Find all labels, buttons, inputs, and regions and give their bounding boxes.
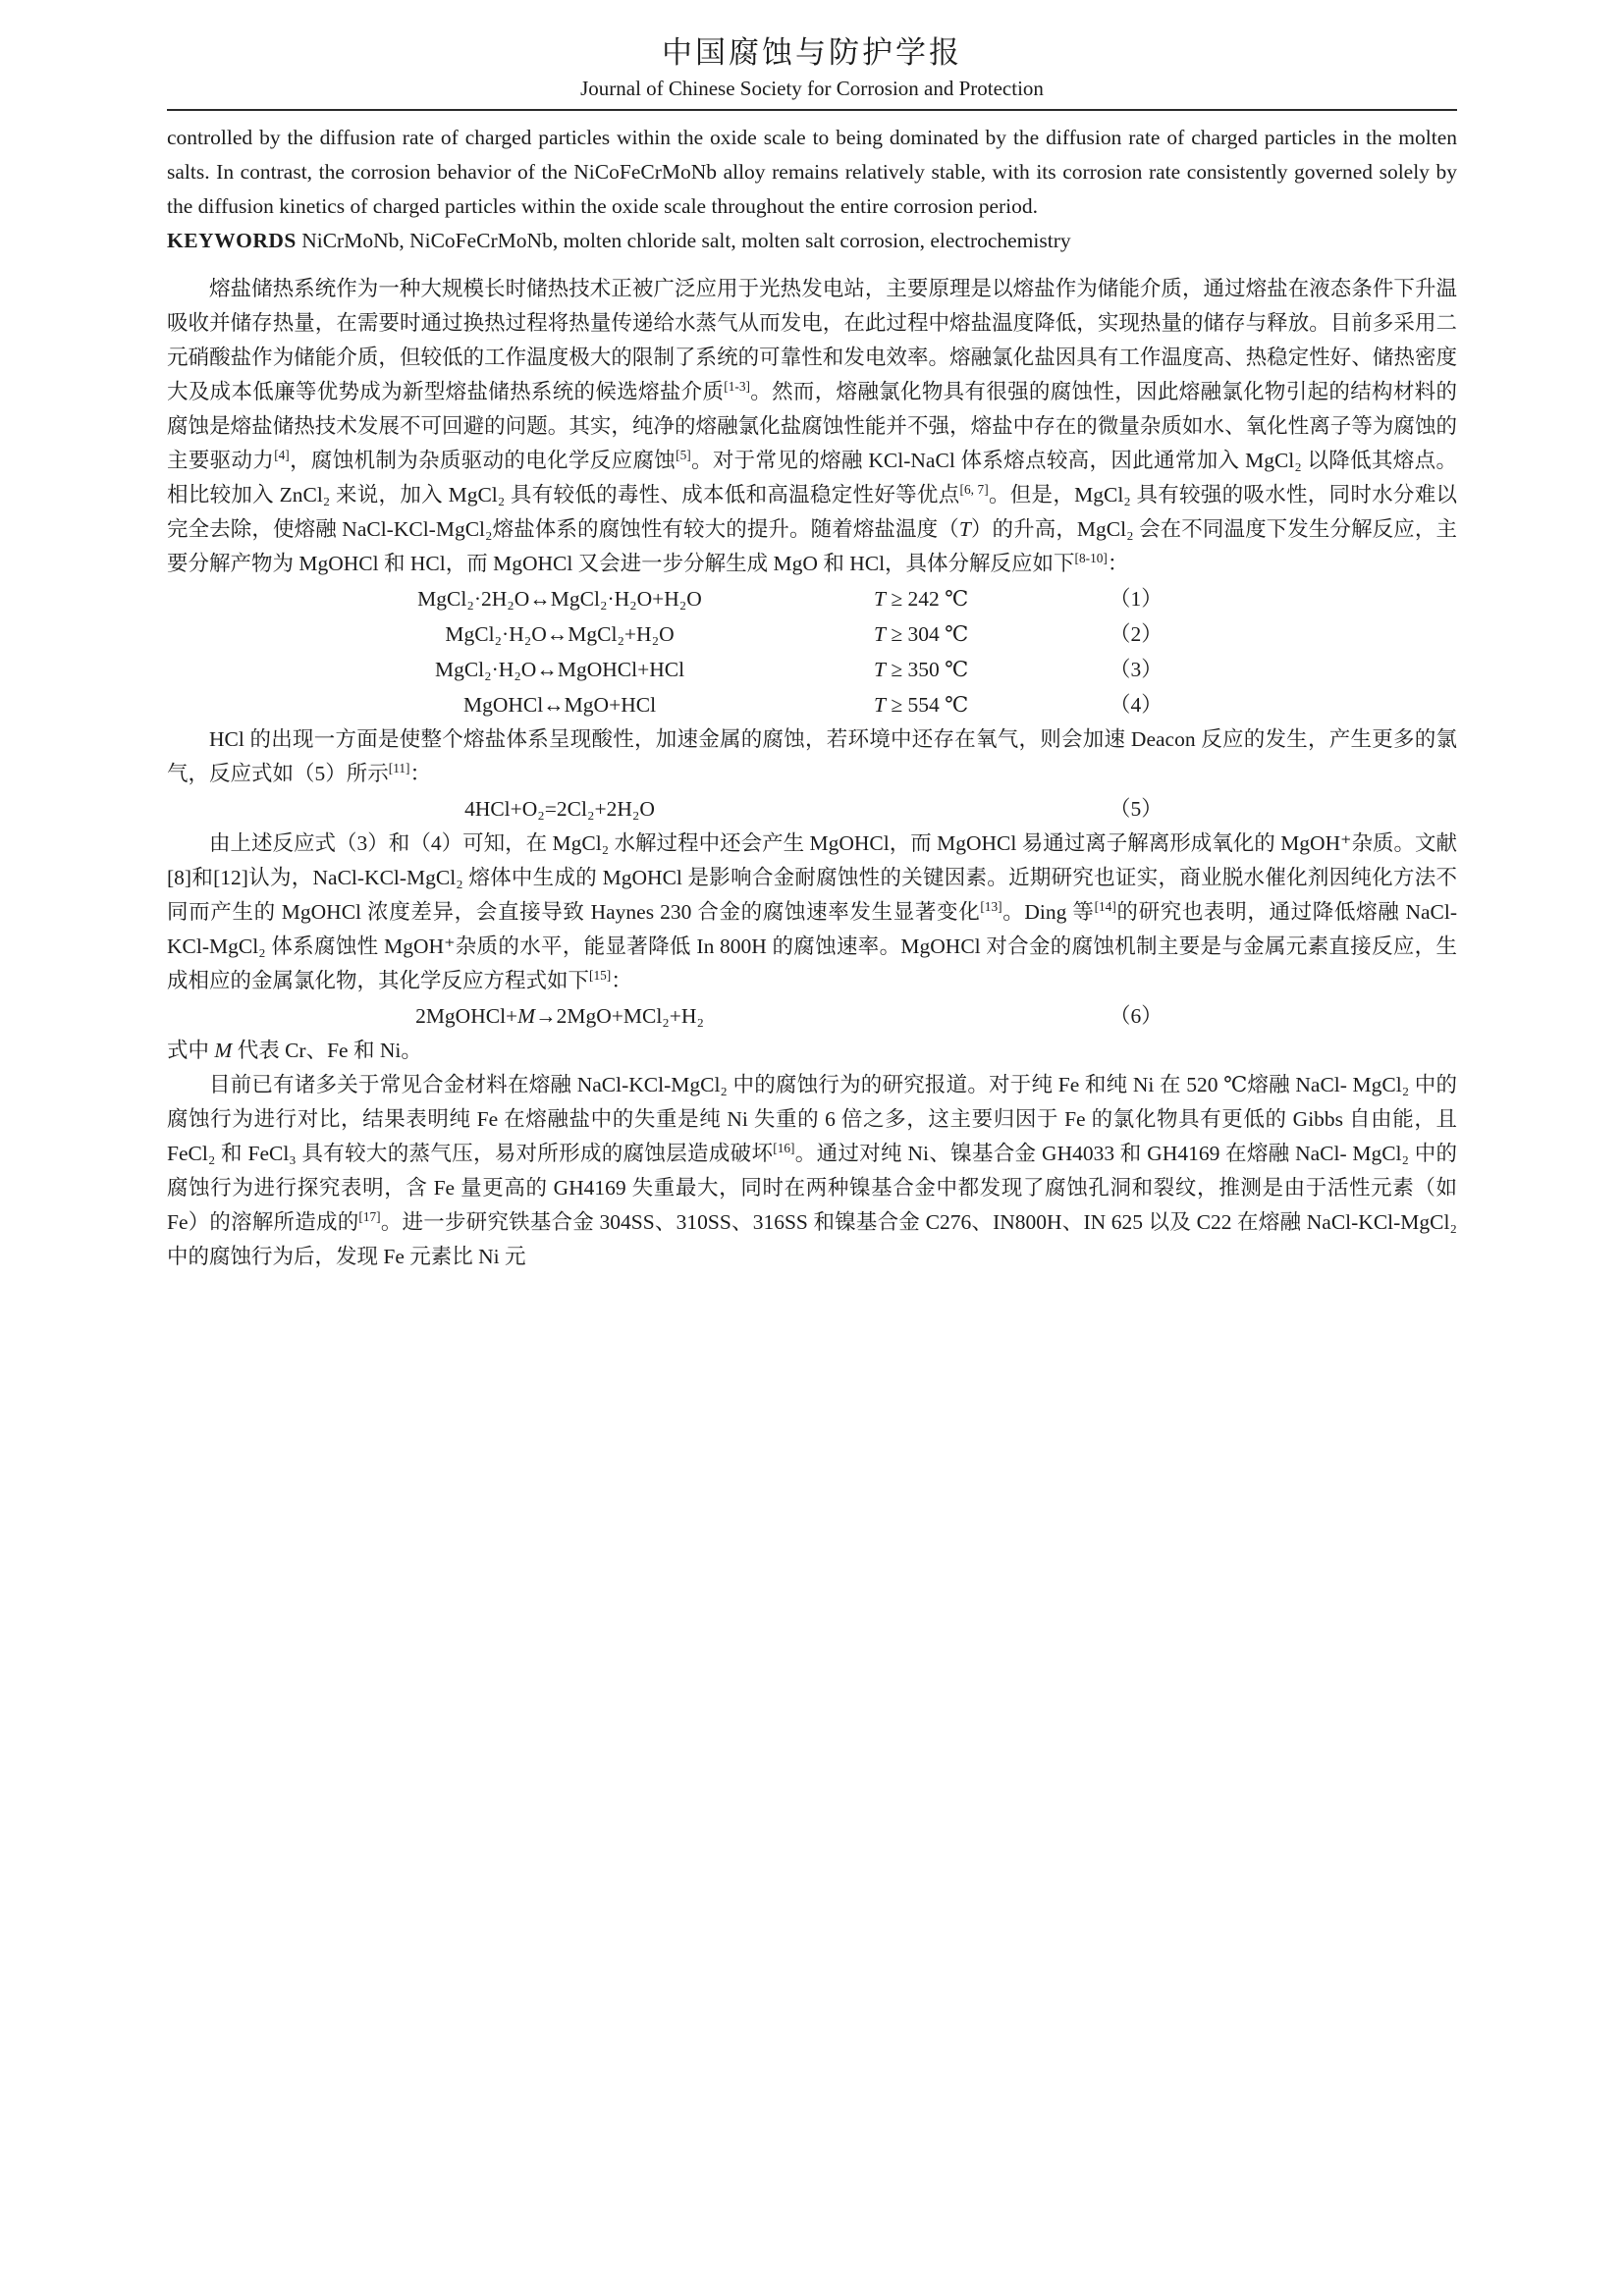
- equation-number: （2）: [1110, 622, 1163, 646]
- paragraph-where-m: 式中 M 代表 Cr、Fe 和 Ni。: [167, 1039, 422, 1062]
- keywords-text: NiCrMoNb, NiCoFeCrMoNb, molten chloride salt, molten salt corrosion, electrochemistry: [296, 229, 1071, 252]
- paragraph-mgohcl: 由上述反应式（3）和（4）可知，在 MgCl₂ 水解过程中还会产生 MgOHCl，而 MgOHCl 易通过离子解离形成氧化的 MgOH⁺杂质。文献[8]和[12]认为，NaCl-KCl-MgCl₂ 熔体中生成的 MgOHCl 是影响合金耐腐蚀性的关键因素。近期研究也证实，商业脱水催化剂因纯化方法不同而产生的 MgOHCl 浓度差异，会直接导致 Haynes 230 合金的腐蚀速率发生显著变化[13]。Ding 等[14]的研究也表明，通过降低熔融 NaCl-KCl-MgCl₂ 体系腐蚀性 MgOH⁺杂质的水平，能显著降低 In 800H 的腐蚀速率。MgOHCl 对合金的腐蚀机制主要是与金属元素直接反应，生成相应的金属氯化物，其化学反应方程式如下[15]：: [167, 831, 1457, 992]
- header-rule: [167, 109, 1457, 111]
- journal-title-zh: 中国腐蚀与防护学报: [662, 35, 962, 70]
- keywords-paragraph: [167, 224, 1457, 258]
- equation-row-6: [167, 998, 1457, 1034]
- equation-condition: [835, 998, 1110, 1034]
- equation-number: （5）: [1110, 797, 1163, 821]
- equation-block-decomposition: [167, 581, 1457, 722]
- equation-number: （6）: [1110, 1004, 1163, 1028]
- equation-condition: T ≥ 554 ℃: [874, 693, 969, 717]
- equation-formula: MgOHCl↔MgO+HCl: [462, 693, 657, 717]
- equation-formula: MgCl₂·H₂O↔MgCl₂+H₂O: [445, 622, 675, 646]
- paragraph-alloys: 目前已有诸多关于常见合金材料在熔融 NaCl-KCl-MgCl₂ 中的腐蚀行为的研究报道。对于纯 Fe 和纯 Ni 在 520 ℃熔融 NaCl- MgCl₂ 中的腐蚀行为进行对比，结果表明纯 Fe 在熔融盐中的失重是纯 Ni 失重的 6 倍之多，这主要归因于 Fe 的氯化物具有更低的 Gibbs 自由能，且 FeCl₂ 和 FeCl₃ 具有较大的蒸气压，易对所形成的腐蚀层造成破坏[16]。通过对纯 Ni、镍基合金 GH4033 和 GH4169 在熔融 NaCl- MgCl₂ 中的腐蚀行为进行探究表明，含 Fe 量更高的 GH4169 失重最大，同时在两种镍基合金中都发现了腐蚀孔洞和裂纹，推测是由于活性元素（如 Fe）的溶解所造成的[17]。进一步研究铁基合金 304SS、310SS、316SS 和镍基合金 C276、IN800H、IN 625 以及 C22 在熔融 NaCl-KCl-MgCl₂ 中的腐蚀行为后，发现 Fe 元素比 Ni 元: [167, 1073, 1458, 1268]
- equation-formula: MgCl₂·2H₂O↔MgCl₂·H₂O+H₂O: [417, 587, 702, 611]
- equation-row-2: [167, 616, 1457, 652]
- paragraph-intro: 熔盐储热系统作为一种大规模长时储热技术正被广泛应用于光热发电站，主要原理是以熔盐作为储能介质，通过熔盐在液态条件下升温吸收并储存热量，在需要时通过换热过程将热量传递给水蒸气从而发电，在此过程中熔盐温度降低，实现热量的储存与释放。目前多采用二元硝酸盐作为储能介质，但较低的工作温度极大的限制了系统的可靠性和发电效率。熔融氯化盐因具有工作温度高、热稳定性好、储热密度大及成本低廉等优势成为新型熔盐储热系统的候选熔盐介质[1-3]。然而，熔融氯化物具有很强的腐蚀性，因此熔融氯化物引起的结构材料的腐蚀是熔盐储热技术发展不可回避的问题。其实，纯净的熔融氯化盐腐蚀性能并不强，熔盐中存在的微量杂质如水、氧化性离子等为腐蚀的主要驱动力[4]，腐蚀机制为杂质驱动的电化学反应腐蚀[5]。对于常见的熔融 KCl-NaCl 体系熔点较高，因此通常加入 MgCl₂ 以降低其熔点。相比较加入 ZnCl₂ 来说，加入 MgCl₂ 具有较低的毒性、成本低和高温稳定性好等优点[6, 7]。但是，MgCl₂ 具有较强的吸水性，同时水分难以完全去除，使熔融 NaCl-KCl-MgCl₂熔盐体系的腐蚀性有较大的提升。随着熔盐温度（T）的升高，MgCl₂ 会在不同温度下发生分解反应，主要分解产物为 MgOHCl 和 HCl，而 MgOHCl 又会进一步分解生成 MgO 和 HCl，具体分解反应如下[8-10]：: [167, 277, 1458, 575]
- equation-number: （3）: [1110, 658, 1163, 681]
- abstract-continuation-paragraph: controlled by the diffusion rate of charged particles within the oxide scale to being dominated by the diffusion rate of charged particles in the molten salts. In contrast, the corrosion behavior of the NiCoFeCrMoNb alloy remains relatively stable, with its corrosion rate consistently governed solely by the diffusion kinetics of charged particles within the oxide scale throughout the entire corrosion period.: [167, 126, 1457, 218]
- equation-row-4: [167, 687, 1457, 722]
- equation-formula: MgCl₂·H₂O↔MgOHCl+HCl: [434, 658, 685, 681]
- equation-condition: T ≥ 242 ℃: [874, 587, 969, 611]
- equation-row-5: [167, 791, 1457, 827]
- paragraph-hcl: HCl 的出现一方面是使整个熔盐体系呈现酸性，加速金属的腐蚀，若环境中还存在氧气，则会加速 Deacon 反应的发生，产生更多的氯气，反应式如（5）所示[11]：: [167, 727, 1457, 785]
- keywords-label: KEYWORDS: [167, 229, 297, 252]
- equation-condition: T ≥ 304 ℃: [874, 622, 969, 646]
- journal-title-en: Journal of Chinese Society for Corrosion and Protection: [580, 77, 1044, 100]
- equation-number: （4）: [1110, 693, 1163, 717]
- equation-formula: 4HCl+O₂=2Cl₂+2H₂O: [464, 797, 655, 821]
- page-header: [167, 33, 1457, 111]
- equation-number: （1）: [1110, 587, 1163, 611]
- equation-condition: T ≥ 350 ℃: [874, 658, 969, 681]
- equation-condition: [835, 791, 1110, 827]
- equation-row-3: [167, 652, 1457, 687]
- article-body: [167, 121, 1457, 1274]
- equation-formula: 2MgOHCl+M→2MgO+MCl₂+H₂: [415, 1004, 704, 1028]
- equation-row-1: [167, 581, 1457, 616]
